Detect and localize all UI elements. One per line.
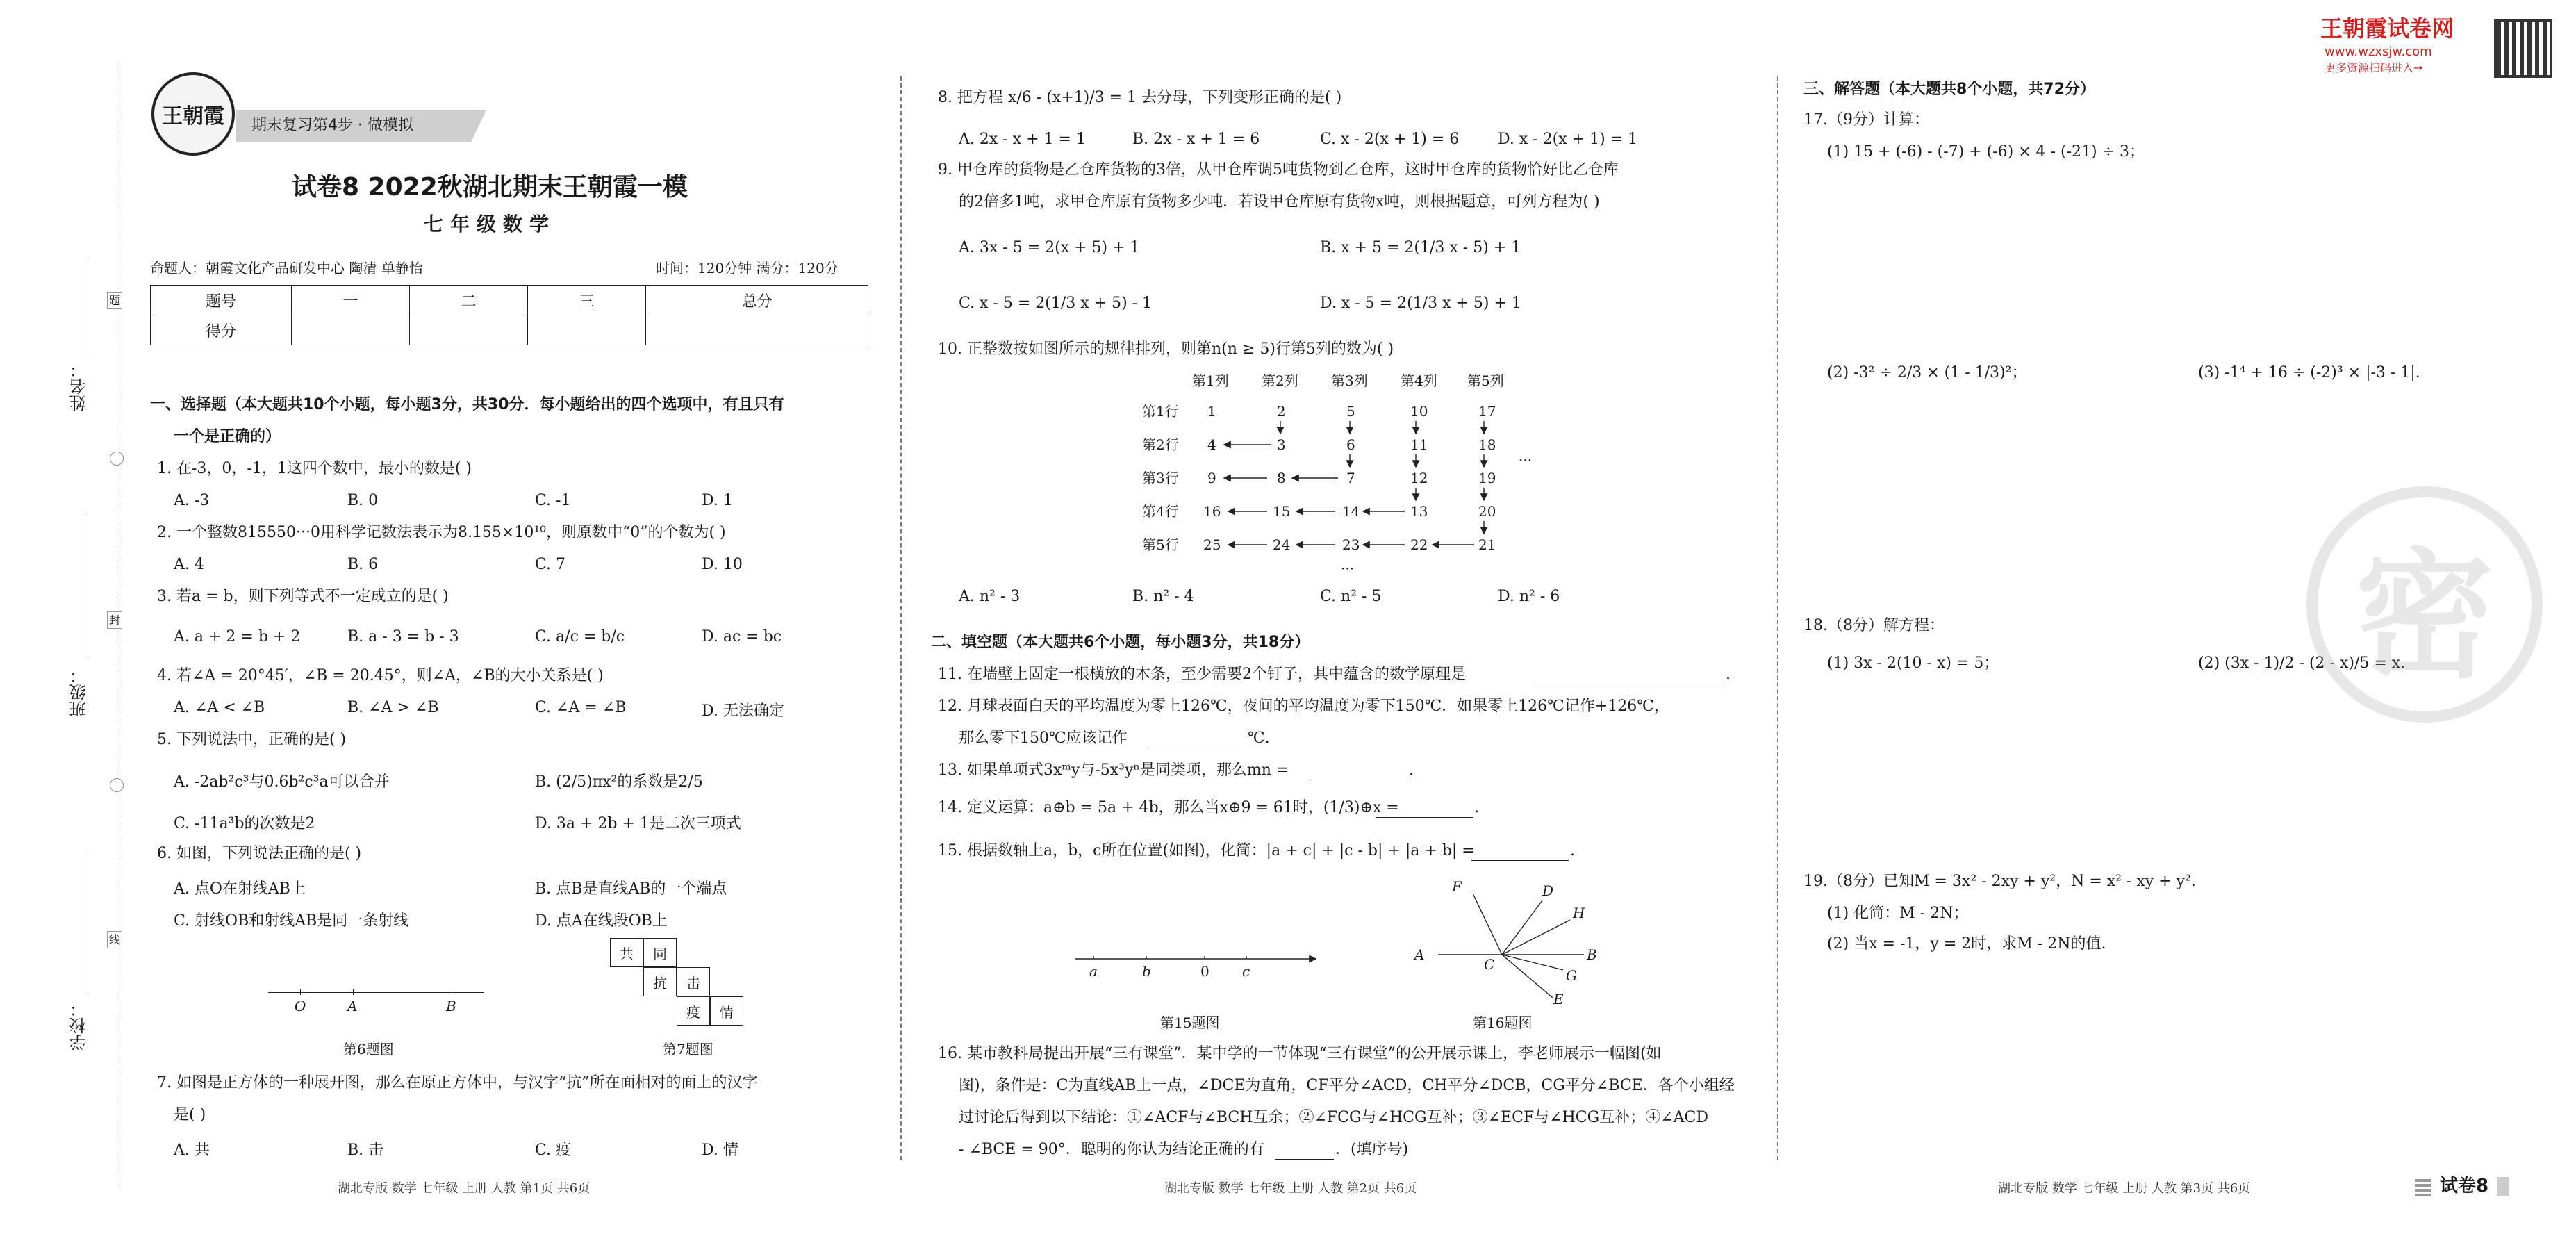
fig6-label-b: B [446,998,456,1014]
q16-stem-2: 图)，条件是：C为直线AB上一点，∠DCE为直角，CF平分∠ACD，CH平分∠DCB，CG平分∠BCE．各个小组经 [959,1077,1735,1094]
q19-part-1: (1) 化简：M - 2N； [1827,905,1969,922]
q2-stem: 2. 一个整数815550···0用科学记数法表示为8.155×10¹⁰，则原数中“0”的个数为( ) [157,524,726,541]
q17-part-2: (2) -3² ÷ 2/3 × (1 - 1/3)²； [1827,364,2027,381]
name-label: 姓名： [69,361,89,411]
q10-cell: 1 [1207,403,1216,420]
q11-stem: 11. 在墙壁上固定一根横放的木条，至少需要2个钉子，其中蕴含的数学原理是 [938,666,1466,683]
fig16-label: C [1484,956,1495,973]
q9-stem: 9. 甲仓库的货物是乙仓库货物的3倍，从甲仓库调5吨货物到乙仓库，这时甲仓库的货物恰好比乙仓库 [938,161,1619,179]
q14-period: . [1474,799,1479,816]
q1-option: D. 1 [702,492,733,509]
fig15-label-c: c [1242,963,1250,980]
score-header: 题号 [151,286,292,315]
q8-option: C. x - 2(x + 1) = 6 [1320,131,1460,148]
section2-title: 二、填空题（本大题共6个小题，每小题3分，共18分） [931,634,1310,651]
q10-cell: 14 [1342,503,1360,520]
footer-page-1: 湖北专版 数学 七年级 上册 人教 第1页 共6页 [338,1181,591,1196]
q17-stem: 17.（9分）计算： [1803,111,1929,129]
q12-stem-2: 那么零下150℃应该记作 [959,730,1128,747]
score-cell[interactable] [528,315,646,345]
q19-stem: 19.（8分）已知M = 3x² - 2xy + y²，N = x² - xy + y². [1803,873,2196,890]
q3-option: B. a - 3 = b - 3 [347,628,459,645]
q5-option: D. 3a + 2b + 1是二次三项式 [535,815,741,832]
fig15-label-b: b [1142,963,1151,980]
q10-col-header: 第4列 [1401,372,1437,389]
fig6-label-a: A [347,998,358,1014]
qr-code-icon[interactable] [2494,19,2552,78]
fig6-point-o [300,989,301,995]
school-label: 学校： [69,1001,89,1051]
q10-cell: 21 [1478,536,1496,553]
q8-stem: 8. 把方程 x/6 - (x+1)/3 = 1 去分母，下列变形正确的是( ) [938,89,1342,106]
q10-cell: 2 [1277,403,1286,420]
q10-col-header: 第5列 [1467,372,1504,389]
fig16-caption: 第16题图 [1473,1014,1533,1031]
watermark-text: 密 [2354,535,2494,698]
q10-cell: 12 [1410,470,1428,486]
fig16-label: E [1553,991,1564,1007]
fig7-cell: 抗 [643,967,677,996]
paper-tag: 试卷8 [2440,1176,2489,1196]
q1-option: A. -3 [174,492,210,509]
q2-option: A. 4 [174,556,204,573]
q10-cell: 7 [1346,470,1355,486]
q4-option: B. ∠A > ∠B [347,699,439,716]
q18-stem: 18.（8分）解方程： [1803,617,1945,634]
q5-option: C. -11a³b的次数是2 [174,815,315,832]
q7-option: A. 共 [174,1142,210,1159]
q10-cell: 19 [1478,470,1496,486]
q11-period: . [1726,666,1731,683]
q10-cell: 5 [1346,403,1355,420]
q9-option: B. x + 5 = 2(1/3 x - 5) + 1 [1320,239,1521,256]
q10-ellipsis-right: ··· [1519,452,1533,468]
authors: 命题人：朝霞文化产品研发中心 陶清 单静怡 [150,260,423,277]
q15-answer-blank[interactable] [1471,860,1569,861]
q15-stem: 15. 根据数轴上a，b，c所在位置(如图)，化简：|a + c| + |c - b| + |a + b| = [938,842,1475,859]
score-cell[interactable] [292,315,410,345]
logo [151,72,235,156]
q5-option: A. -2ab²c³与0.6b²c³a可以合并 [174,773,390,791]
q10-cell: 10 [1410,403,1428,420]
q7-stem-2: 是( ) [174,1106,206,1123]
q13-stem: 13. 如果单项式3xᵐy与-5x³yⁿ是同类项，那么mn = [938,762,1289,779]
q10-cell: 6 [1346,436,1355,453]
brand-site-name: 王朝霞试卷网 [2320,15,2454,42]
q18-part-1: (1) 3x - 2(10 - x) = 5； [1827,655,1999,672]
paper-tag-bar [2415,1177,2431,1196]
q4-option: C. ∠A = ∠B [535,699,627,716]
q10-option: A. n² - 3 [959,588,1021,605]
time-score: 时间：120分钟 满分：120分 [656,260,839,277]
paper-tag-bar-right [2497,1177,2509,1196]
score-header: 三 [528,286,646,315]
q10-cell: 13 [1410,503,1428,520]
class-label: 班级： [69,667,89,717]
brand-header [2320,15,2501,85]
q1-option: C. -1 [535,492,571,509]
binding-circle-2 [110,778,124,792]
q7-option: C. 疫 [535,1142,572,1159]
q12-unit: ℃. [1248,730,1270,747]
q4-option: A. ∠A < ∠B [174,699,265,716]
fig16-label: F [1452,878,1462,895]
q3-option: C. a/c = b/c [535,628,625,645]
q10-cell: 18 [1478,436,1496,453]
q10-row-label: 第4行 [1142,503,1179,520]
q10-arrows [1181,389,1514,584]
q8-option: D. x - 2(x + 1) = 1 [1498,131,1638,148]
q3-option: A. a + 2 = b + 2 [174,628,301,645]
q10-cell: 22 [1410,536,1428,553]
fig15-caption: 第15题图 [1160,1014,1220,1031]
column-separator-2 [1777,76,1778,1160]
q6-option: C. 射线OB和射线AB是同一条射线 [174,912,409,930]
fig16-label: A [1414,946,1425,963]
q15-period: . [1570,842,1575,859]
q10-cell: 20 [1478,503,1496,520]
q4-option: D. 无法确定 [702,702,784,720]
q17-part-1: (1) 15 + (-6) - (-7) + (-6) × 4 - (-21) ÷ 3； [1827,143,2145,160]
score-cell[interactable] [646,315,868,345]
q10-stem: 10. 正整数按如图所示的规律排列，则第n(n ≥ 5)行第5列的数为( ) [938,340,1394,358]
q12-stem: 12. 月球表面白天的平均温度为零上126℃，夜间的平均温度为零下150℃．如果零上126℃记作+126℃， [938,698,1669,715]
binding-mark-2: 封 [107,611,122,629]
fig15-label-a: a [1089,963,1098,980]
q19-part-2: (2) 当x = -1，y = 2时，求M - 2N的值. [1827,935,2106,953]
q7-option: B. 击 [347,1142,384,1159]
q10-cell: 4 [1207,436,1216,453]
q16-answer-blank[interactable] [1275,1159,1334,1160]
q6-option: A. 点O在射线AB上 [174,880,306,898]
q9-stem-2: 的2倍多1吨，求甲仓库原有货物多少吨．若设甲仓库原有货物x吨，则根据题意，可列方程为( ) [959,193,1600,211]
fig7-cell: 击 [677,967,710,996]
q2-option: B. 6 [347,556,379,573]
q10-cell: 3 [1277,436,1286,453]
q13-period: . [1409,762,1414,779]
confidential-watermark [2306,486,2543,723]
q16-stem-3: 过讨论后得到以下结论：①∠ACF与∠BCH互余；②∠FCG与∠HCG互补；③∠ECF与∠HCG互补；④∠ACD [959,1109,1708,1126]
score-header: 二 [410,286,528,315]
score-header: 总分 [646,286,868,315]
q16-stem-4: - ∠BCE = 90°．聪明的你认为结论正确的有 [959,1141,1264,1158]
q9-option: A. 3x - 5 = 2(x + 5) + 1 [959,239,1140,256]
q10-cell: 8 [1277,470,1286,486]
fig16-label: D [1542,882,1554,899]
q10-cell: 15 [1273,503,1291,520]
q14-answer-blank[interactable] [1376,817,1473,818]
score-table [150,285,868,345]
section1-title-2: 一个是正确的） [174,428,281,445]
q18-part-2: (2) (3x - 1)/2 - (2 - x)/5 = x. [2198,655,2406,672]
fig7-cell: 同 [643,938,677,967]
fig6-caption: 第6题图 [343,1041,394,1057]
brand-site-tagline: 更多资源扫码进入→ [2325,61,2423,74]
q10-cell: 25 [1203,536,1221,553]
q6-option: B. 点B是直线AB的一个端点 [535,880,727,898]
fig6-point-a [353,989,354,995]
binding-mark-1: 题 [107,292,122,309]
q16-stem-5: ．(填序号) [1335,1141,1409,1158]
q10-cell: 23 [1342,536,1360,553]
fig7-cell: 共 [610,938,643,967]
q1-stem: 1. 在-3，0，-1，1这四个数中，最小的数是( ) [157,460,472,477]
q8-option: B. 2x - x + 1 = 6 [1132,131,1260,148]
binding-mark-3: 线 [107,931,122,948]
q10-row-label: 第2行 [1142,436,1179,453]
score-row-label: 得分 [151,315,292,345]
q10-cell: 16 [1203,503,1221,520]
footer-page-3: 湖北专版 数学 七年级 上册 人教 第3页 共6页 [1998,1181,2251,1196]
banner-text: 期末复习第4步 · 做模拟 [251,117,413,134]
q7-option: D. 情 [702,1142,738,1159]
q7-stem: 7. 如图是正方体的一种展开图，那么在原正方体中，与汉字“抗”所在面相对的面上的汉字 [157,1074,758,1092]
page-subtitle: 七年级数学 [424,213,556,236]
fig7-caption: 第7题图 [663,1041,713,1057]
q9-option: C. x - 5 = 2(1/3 x + 5) - 1 [959,295,1153,312]
q17-part-3: (3) -1⁴ + 16 ÷ (-2)³ × |-3 - 1|. [2198,364,2420,381]
fig15-label-0: 0 [1200,963,1209,980]
footer-page-2: 湖北专版 数学 七年级 上册 人教 第2页 共6页 [1164,1181,1417,1196]
q5-stem: 5. 下列说法中，正确的是( ) [157,731,347,748]
q10-cell: 24 [1273,536,1291,553]
brand-site-url: www.wzxsjw.com [2325,44,2432,59]
q10-option: C. n² - 5 [1320,588,1382,605]
q3-stem: 3. 若a = b，则下列等式不一定成立的是( ) [157,588,449,605]
q16-stem: 16. 某市教科局提出开展“三有课堂”．某中学的一节体现“三有课堂”的公开展示课上，李老师展示一幅图(如 [938,1045,1662,1062]
section1-title: 一、选择题（本大题共10个小题，每小题3分，共30分．每小题给出的四个选项中，有且只有 [150,396,784,413]
q10-cell: 9 [1207,470,1216,486]
q5-option: B. (2/5)πx²的系数是2/5 [535,773,703,791]
q10-row-label: 第5行 [1142,536,1179,553]
fig6-label-o: O [295,998,306,1014]
section3-title: 三、解答题（本大题共8个小题，共72分） [1803,81,2095,98]
q6-stem: 6. 如图，下列说法正确的是( ) [157,845,362,862]
q2-option: D. 10 [702,556,743,573]
fig16-label: G [1566,967,1577,984]
fig16-label: H [1573,905,1585,921]
q10-option: D. n² - 6 [1498,588,1560,605]
logo-text: 王朝霞 [162,104,224,129]
q10-col-header: 第1列 [1192,372,1229,389]
q10-col-header: 第3列 [1331,372,1368,389]
page-title: 试卷8 2022秋湖北期末王朝霞一模 [292,173,688,201]
q10-option: B. n² - 4 [1132,588,1194,605]
q6-option: D. 点A在线段OB上 [535,912,668,930]
q4-stem: 4. 若∠A = 20°45′，∠B = 20.45°，则∠A，∠B的大小关系是( ) [157,667,604,684]
q3-option: D. ac = bc [702,628,782,645]
column-separator-1 [900,76,902,1160]
fig16-angles [1424,880,1605,1012]
score-header: 一 [292,286,410,315]
q10-ellipsis-bottom: ··· [1341,560,1355,577]
q10-cell: 17 [1478,403,1496,420]
q14-stem: 14. 定义运算：a⊕b = 5a + 4b，那么当x⊕9 = 61时，(1/3)⊕x = [938,799,1399,816]
binding-circle-1 [110,452,124,466]
q10-col-header: 第2列 [1262,372,1298,389]
q9-option: D. x - 5 = 2(1/3 x + 5) + 1 [1320,295,1521,312]
fig7-cell: 情 [710,996,743,1026]
q10-row-label: 第3行 [1142,470,1179,486]
q10-cell: 11 [1410,436,1428,453]
q1-option: B. 0 [347,492,379,509]
q2-option: C. 7 [535,556,566,573]
fig7-cell: 疫 [677,996,710,1026]
q8-option: A. 2x - x + 1 = 1 [959,131,1086,148]
score-cell[interactable] [410,315,528,345]
fig16-label: B [1587,946,1597,963]
q10-row-label: 第1行 [1142,403,1179,420]
